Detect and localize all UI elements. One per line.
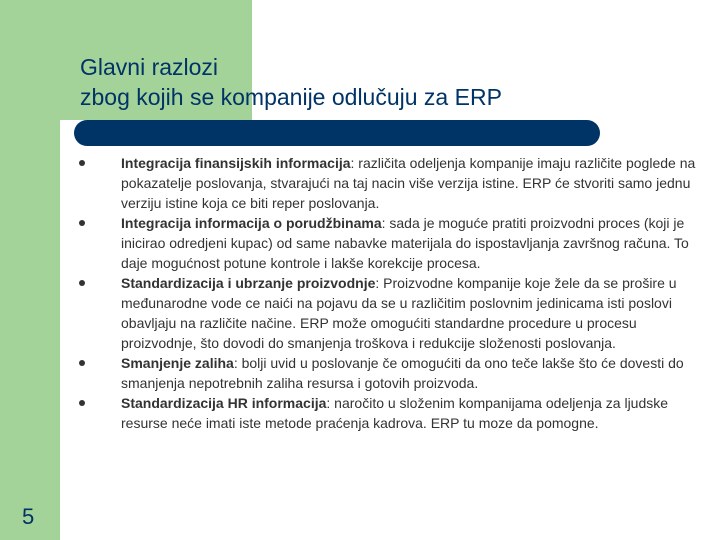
slide-title-line-1: Glavni razlozi [80,54,219,80]
item-heading: Standardizacija i ubrzanje proizvodnje [121,275,376,291]
list-item [121,153,699,213]
title-divider-bar [74,120,600,146]
slide-title [80,52,680,112]
list-item [121,213,699,273]
page-number: 5 [22,504,35,529]
list-item [121,273,699,353]
item-text: : naročito u složenim kompanijama odeljenja za ljudske resurse neće imati iste metode praćenja kadrova. ERP tu moze da pomogne. [121,395,669,431]
bullet-icon [79,400,85,406]
bullet-list [121,153,699,433]
item-heading: Smanjenje zaliha [121,355,234,371]
slide-title-line-2: zbog kojih se kompanije odlučuju za ERP [80,84,502,110]
item-text: : Proizvodne kompanije koje žele da se prošire u međunarodne vode ce naići na pojavu da se u različitim poslovnim jedinicama isti poslovi obavljaju na različite načine. ERP može omogućiti standardne procedure u procesu proizvodnje, što dovodi do smanjenja troškova i redukcije složenosti poslovanja. [121,275,677,351]
bullet-icon [79,220,85,226]
item-text: : bolji uvid u poslovanje če omogućiti da ono teče lakše što će dovesti do smanjenja nepotrebnih zaliha resursa i gotovih proizvoda. [121,355,684,391]
item-heading: Integracija informacija o porudžbinama [121,215,382,231]
item-text: : različita odeljenja kompanije imaju različite poglede na pokazatelje poslovanja, stvarajući na taj nacin više verzija istine. ERP će stvoriti samo jednu verziju istine koja ce biti reper poslovanja. [121,155,696,211]
item-text: : sada je moguće pratiti proizvodni proces (koji je inicirao odredjeni kupac) od same nabavke materijala do ispostavljanja završnog računa. To daje mogućnost potune kontrole i lakše korekcije procesa. [121,215,689,271]
item-heading: Standardizacija HR informacija [121,395,327,411]
item-heading: Integracija finansijskih informacija [121,155,351,171]
bullet-icon [79,360,85,366]
list-item [121,393,699,433]
left-accent-strip [0,0,60,540]
bullet-icon [79,160,85,166]
bullet-icon [79,280,85,286]
list-item [121,353,699,393]
